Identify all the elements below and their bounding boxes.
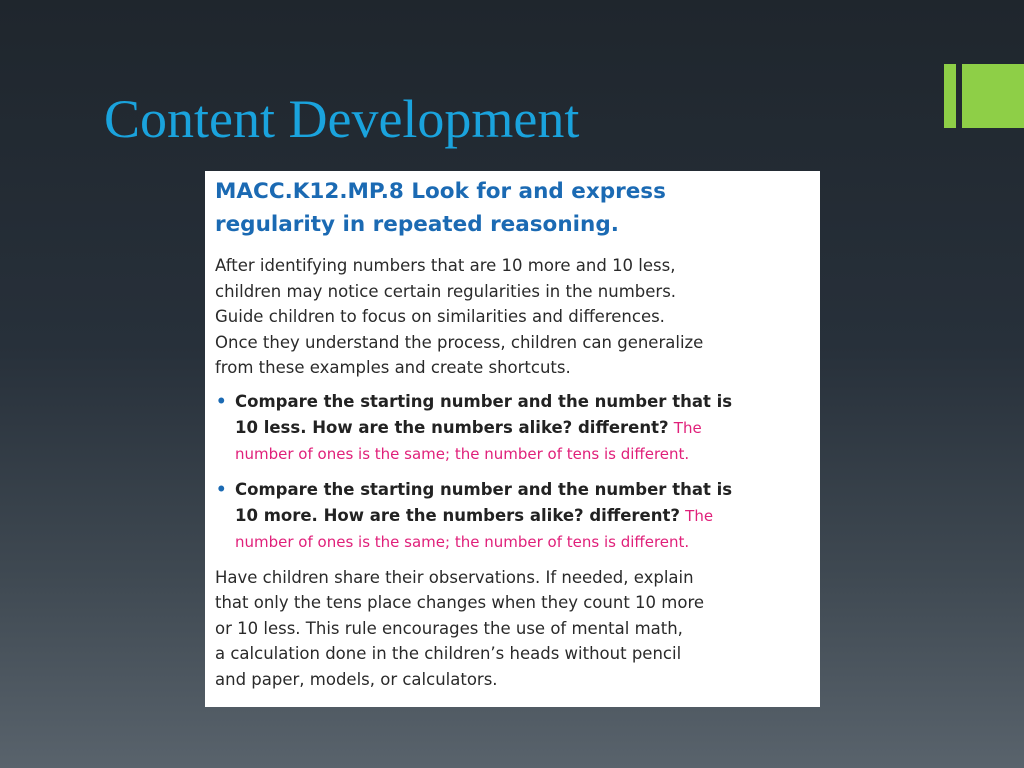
bullet-question: Compare the starting number and the number that is 10 less. How are the numbers alike? different? xyxy=(235,391,733,437)
bullet-dot-icon: • xyxy=(216,479,227,499)
accent-bar-wide xyxy=(962,64,1024,128)
bullet-item-less xyxy=(215,389,812,467)
intro-paragraph: After identifying numbers that are 10 more and 10 less, children may notice certain regularities in the numbers. Guide children to focus on similarities and differences. Once they understand the process, children can generalize from these examples and create shortcuts. xyxy=(215,256,704,377)
bullet-dot-icon: • xyxy=(216,391,227,411)
standard-heading: MACC.K12.MP.8 Look for and express regularity in repeated reasoning. xyxy=(215,179,666,237)
bullet-item-more xyxy=(215,477,812,555)
content-card xyxy=(205,171,820,707)
bullet-answer: The number of ones is the same; the number of tens is different. xyxy=(235,418,702,463)
bullet-answer: The number of ones is the same; the number of tens is different. xyxy=(235,506,714,551)
slide-title: Content Development xyxy=(104,89,580,149)
bullet-list xyxy=(215,389,812,555)
accent-bar-thin xyxy=(944,64,956,128)
bullet-question: Compare the starting number and the number that is 10 more. How are the numbers alike? different? xyxy=(235,479,733,525)
closing-paragraph: Have children share their observations. If needed, explain that only the tens place changes when they count 10 more or 10 less. This rule encourages the use of mental math, a calculation done in the children’s heads without pencil and paper, models, or calculators. xyxy=(215,567,705,689)
